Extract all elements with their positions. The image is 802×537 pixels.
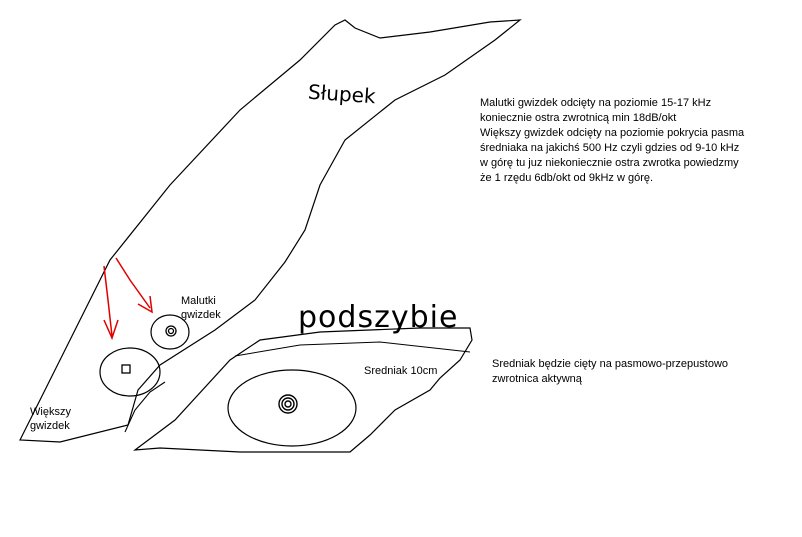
large-tweeter-center — [122, 365, 130, 373]
pillar-label: Słupek — [307, 79, 377, 109]
midrange-center — [279, 395, 297, 413]
pillar-outline — [20, 20, 520, 442]
dashboard-top-line — [235, 342, 470, 356]
note-line: średniaka na jakichś 500 Hz czyli gdzies od 9-10 kHz — [480, 142, 740, 154]
large-tweeter-label-line1: Większy — [30, 406, 71, 418]
note-line: zwrotnica aktywną — [492, 373, 582, 385]
note-line: Malutki gwizdek odcięty na poziomie 15-17 kHz — [480, 97, 712, 109]
pillar-inner-edge — [125, 382, 165, 432]
dashboard-label: podszybie — [298, 300, 459, 335]
small-tweeter-label-line1: Malutki — [181, 295, 216, 307]
small-tweeter-center — [166, 326, 176, 336]
note-line: Sredniak będzie cięty na pasmowo-przepustowo — [492, 358, 729, 370]
notes-bottom — [492, 357, 728, 387]
large-tweeter-label-line2: gwizdek — [30, 420, 70, 432]
notes-top — [480, 96, 744, 186]
note-line: że 1 rzędu 6db/okt od 9kHz w górę. — [480, 172, 654, 184]
midrange-label: Sredniak 10cm — [364, 365, 438, 377]
note-line: koniecznie ostra zwrotnicą min 18dB/okt — [480, 112, 677, 124]
small-tweeter-label-line2: gwizdek — [181, 309, 221, 321]
arrow-to-large-tweeter — [104, 266, 118, 338]
note-line: Większy gwizdek odcięty na poziomie pokrycia pasma — [480, 127, 745, 139]
arrow-to-small-tweeter — [116, 258, 152, 312]
note-line: w górę tu juz niekoniecznie ostra zwrotka powiedzmy — [480, 157, 739, 169]
